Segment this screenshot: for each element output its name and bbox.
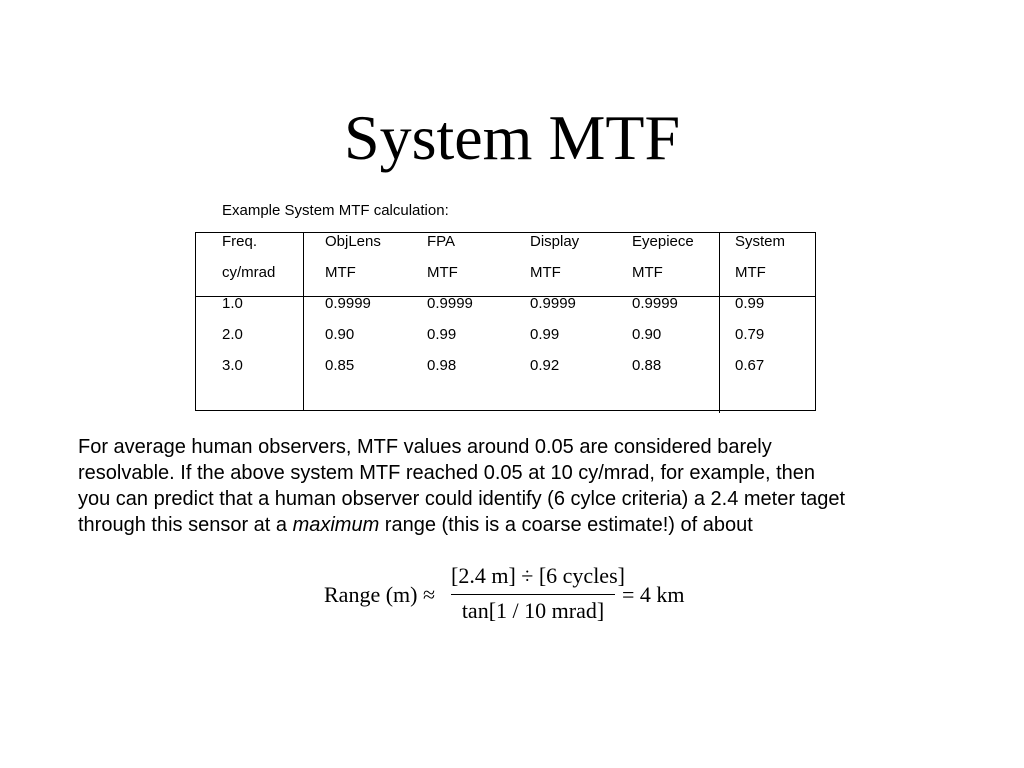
equation-denominator: tan[1 / 10 mrad] — [461, 598, 605, 623]
header-display: Display — [530, 233, 580, 250]
header-eyepiece: Eyepiece — [632, 233, 694, 250]
table-caption: Example System MTF calculation: — [222, 202, 449, 219]
header-unit-objlens: MTF — [325, 264, 356, 281]
equation-numerator: [2.4 m] ÷ [6 cycles] — [451, 563, 625, 588]
table-cell: 1.0 — [222, 295, 243, 312]
equation-fraction — [451, 560, 625, 627]
header-unit-eyepiece: MTF — [632, 264, 663, 281]
table-divider-right — [719, 233, 720, 413]
table-cell: 0.67 — [735, 357, 765, 374]
header-unit-freq: cy/mrad — [222, 264, 276, 281]
table-cell: 0.99 — [530, 326, 560, 343]
header-freq: Freq. — [222, 233, 258, 250]
table-cell: 0.79 — [735, 326, 765, 343]
paragraph-line-4 — [78, 512, 988, 538]
table-cell: 3.0 — [222, 357, 243, 374]
table-cell: 0.9999 — [530, 295, 576, 312]
table-cell: 0.88 — [632, 357, 662, 374]
table-cell: 0.9999 — [632, 295, 678, 312]
table-cell: 0.92 — [530, 357, 560, 374]
paragraph-line-3: you can predict that a human observer could identify (6 cylce criteria) a 2.4 meter taget — [78, 488, 846, 510]
paragraph-line-2: resolvable. If the above system MTF reached 0.05 at 10 cy/mrad, for example, then — [78, 462, 816, 484]
table-cell: 0.99 — [427, 326, 457, 343]
table-cell: 0.90 — [632, 326, 662, 343]
body-paragraph — [78, 434, 988, 538]
header-objlens: ObjLens — [325, 233, 381, 250]
paragraph-line-4-start: through this sensor at a — [78, 514, 293, 536]
table-cell: 0.98 — [427, 357, 457, 374]
header-system: System — [735, 233, 786, 250]
table-divider-left — [303, 233, 304, 411]
header-fpa: FPA — [427, 233, 456, 250]
table-cell: 0.9999 — [427, 295, 473, 312]
table-cell: 0.90 — [325, 326, 355, 343]
paragraph-emphasis: maximum — [292, 514, 380, 536]
paragraph-line-1: For average human observers, MTF values around 0.05 are considered barely — [78, 436, 772, 458]
header-unit-system: MTF — [735, 264, 766, 281]
mtf-table-frame — [195, 232, 816, 411]
table-cell: 2.0 — [222, 326, 243, 343]
equation-lhs: Range (m) ≈ — [324, 582, 436, 607]
paragraph-line-4-end: range (this is a coarse estimate!) of about — [379, 514, 753, 536]
header-unit-fpa: MTF — [427, 264, 458, 281]
table-header-divider — [196, 296, 815, 297]
header-unit-display: MTF — [530, 264, 561, 281]
table-cell: 0.85 — [325, 357, 355, 374]
table-cell: 0.99 — [735, 295, 765, 312]
equation-rhs: = 4 km — [622, 582, 685, 607]
table-cell: 0.9999 — [325, 295, 371, 312]
slide-title: System MTF — [343, 102, 681, 173]
